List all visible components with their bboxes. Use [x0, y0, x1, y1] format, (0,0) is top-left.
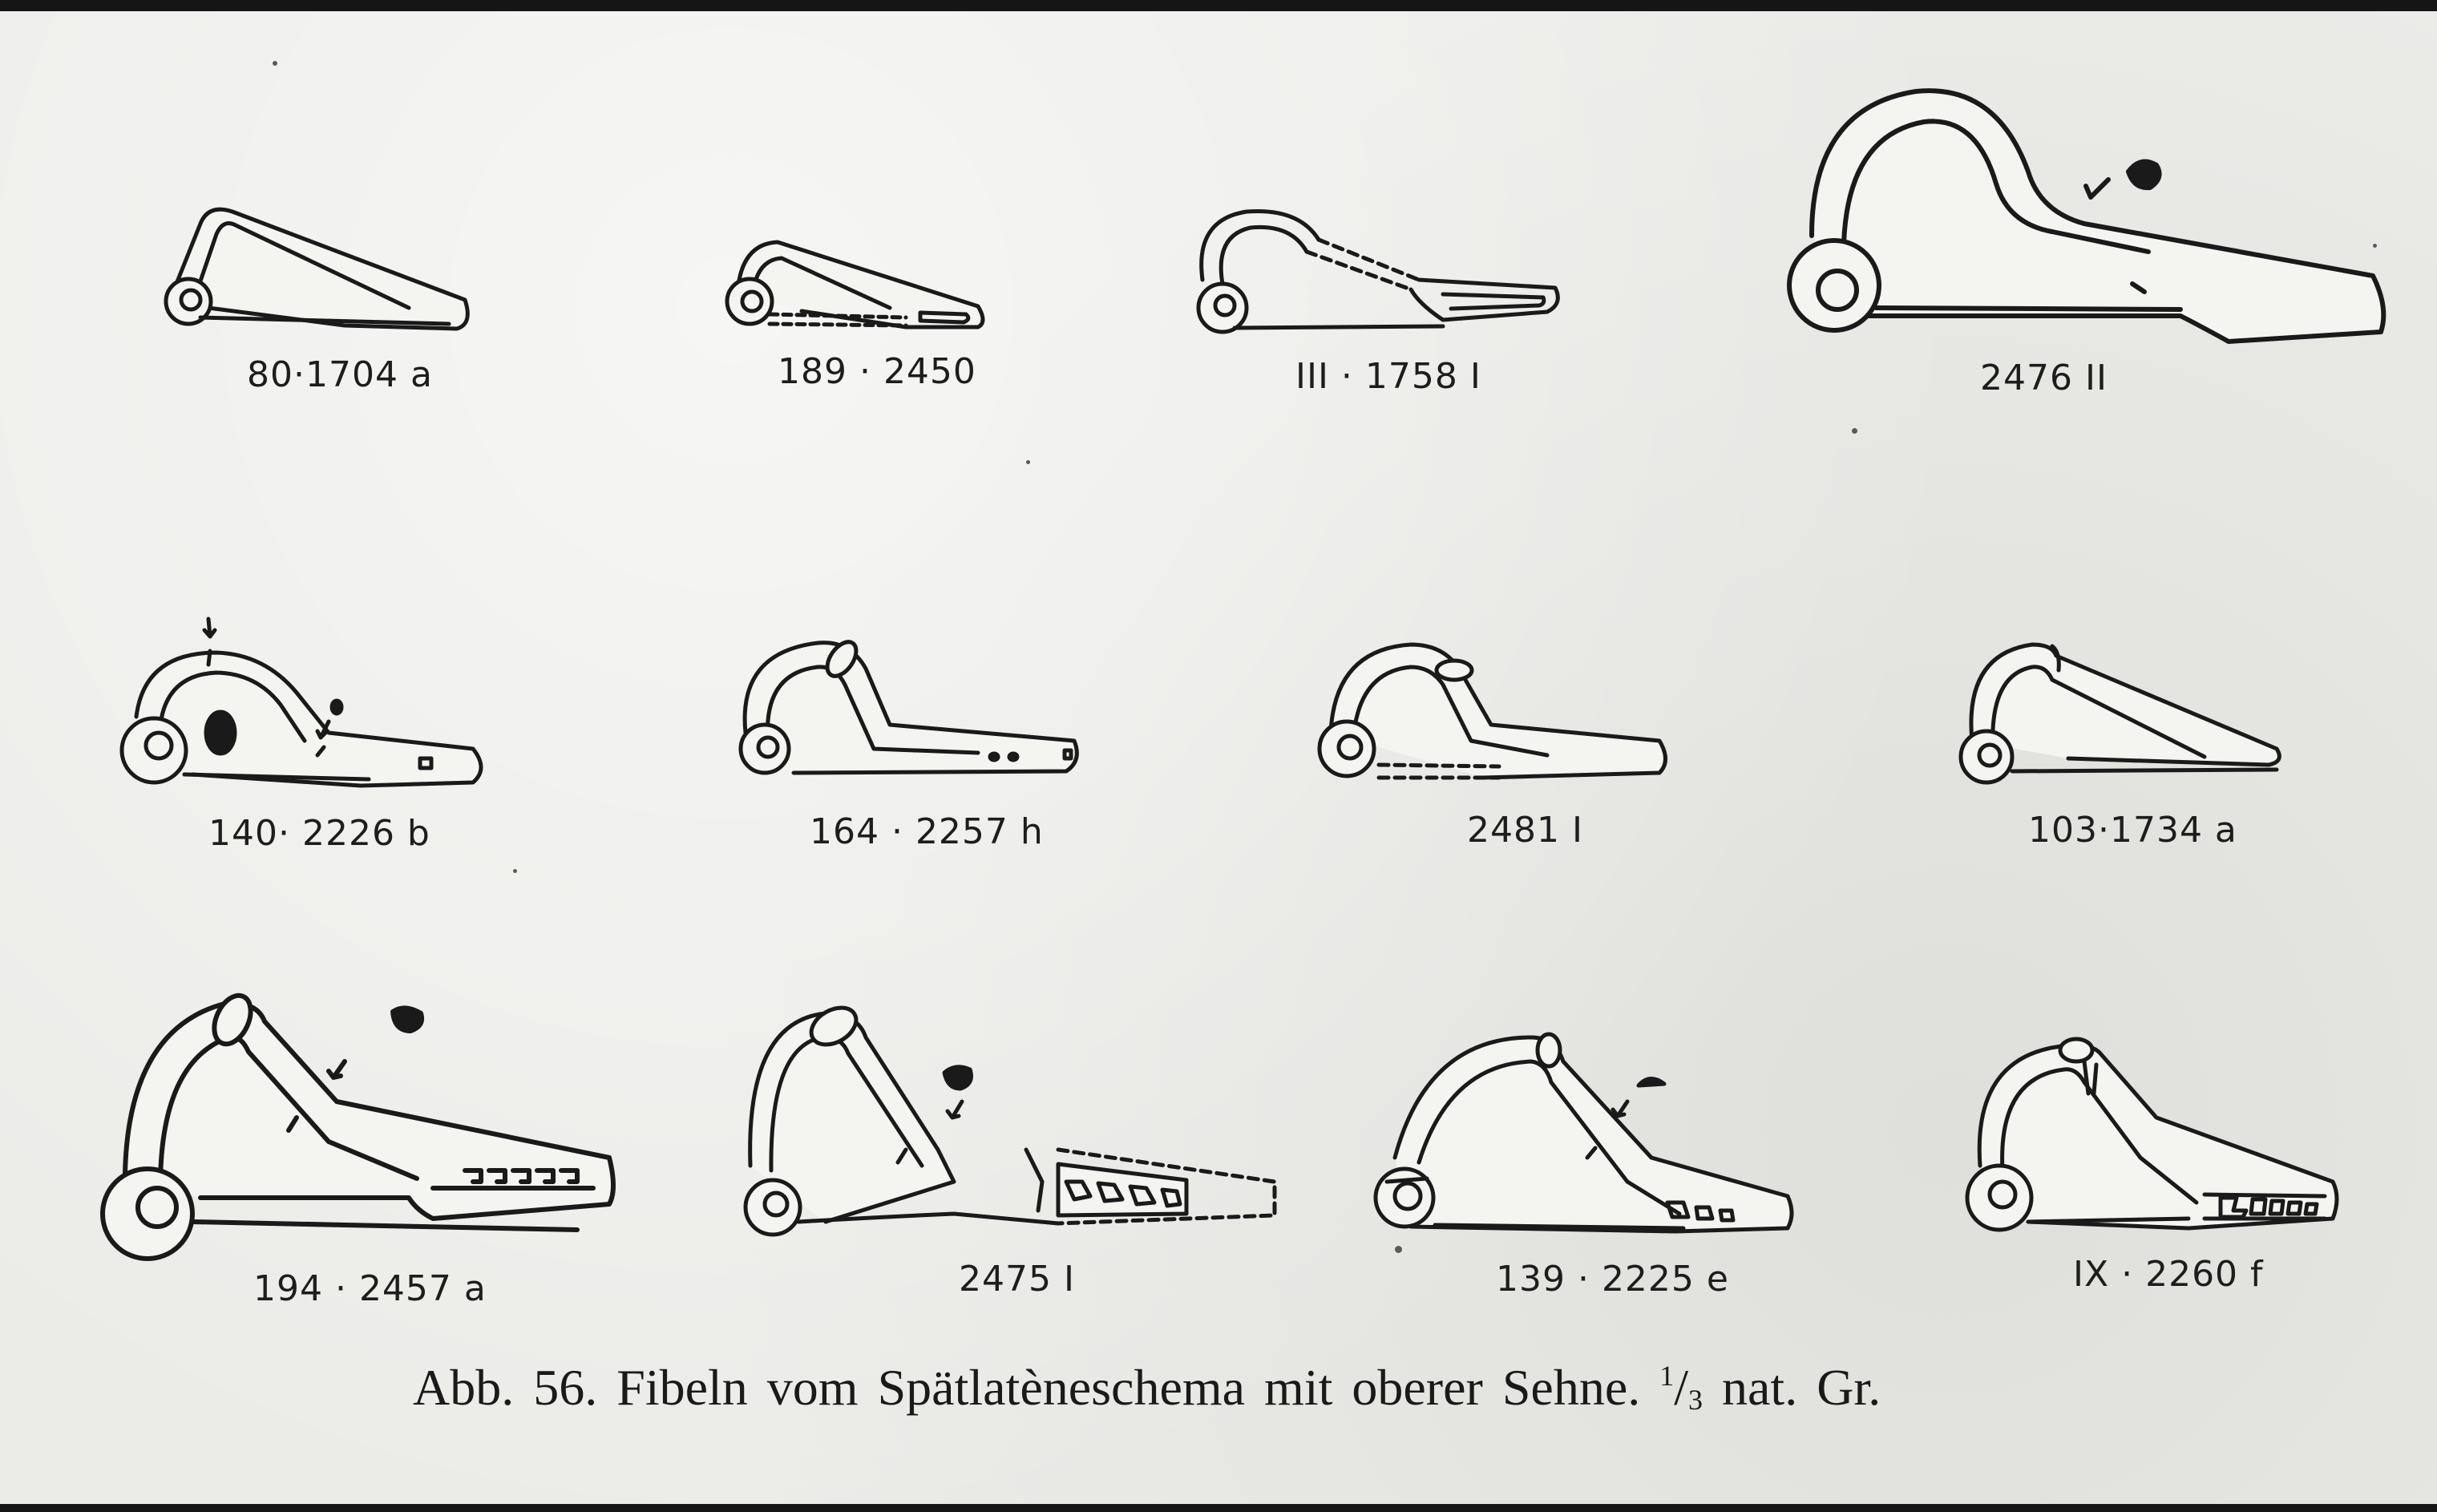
scale-numerator: 1 [1659, 1360, 1675, 1392]
figure-caption [413, 1358, 2176, 1417]
fibula-label: 139 · 2225 e [1496, 1259, 1729, 1300]
fibula-drawing [144, 188, 481, 348]
fibula-label: 80·1704 a [247, 354, 433, 395]
fibula-drawing [713, 621, 1098, 805]
caption-scale-text: nat. Gr. [1722, 1359, 1881, 1416]
fibula-label: 164 · 2257 h [810, 811, 1044, 852]
fibula-drawing [1764, 75, 2405, 356]
fibula-drawing [104, 604, 505, 813]
fibula-label: IX · 2260 f [2073, 1254, 2264, 1295]
fibula-label: 2476 II [1980, 358, 2108, 398]
scale-denominator: 3 [1688, 1384, 1703, 1416]
caption-main-text: Abb. 56. Fibeln vom Spätlatèneschema mit oberer Sehne. [413, 1359, 1641, 1416]
scale-fraction [1659, 1359, 1722, 1416]
fibula-label: 2475 I [959, 1259, 1075, 1300]
scale-separator: / [1674, 1359, 1688, 1416]
fibula-label: 189 · 2450 [778, 351, 976, 392]
fibula-label: III · 1758 I [1295, 356, 1481, 397]
fibula-drawing [96, 981, 641, 1254]
printed-page [0, 11, 2437, 1504]
fibula-drawing [1178, 200, 1571, 344]
fibula-label: 2481 I [1467, 810, 1583, 851]
fibula-label: 194 · 2457 a [253, 1268, 487, 1309]
dust-speck [1026, 460, 1030, 464]
fibula-drawing [1948, 1021, 2365, 1238]
fibula-drawing [721, 989, 1299, 1246]
dust-speck [513, 869, 517, 873]
dust-speck [1852, 428, 1857, 434]
fibula-label: 140· 2226 b [208, 813, 430, 854]
dust-speck [1395, 1246, 1402, 1253]
fibula-drawing [1940, 629, 2293, 797]
fibula-drawing [1291, 621, 1675, 805]
fibula-label: 103·1734 a [2028, 810, 2237, 851]
dust-speck [273, 61, 277, 66]
fibula-drawing [1363, 1021, 1812, 1238]
fibula-drawing [705, 228, 994, 348]
